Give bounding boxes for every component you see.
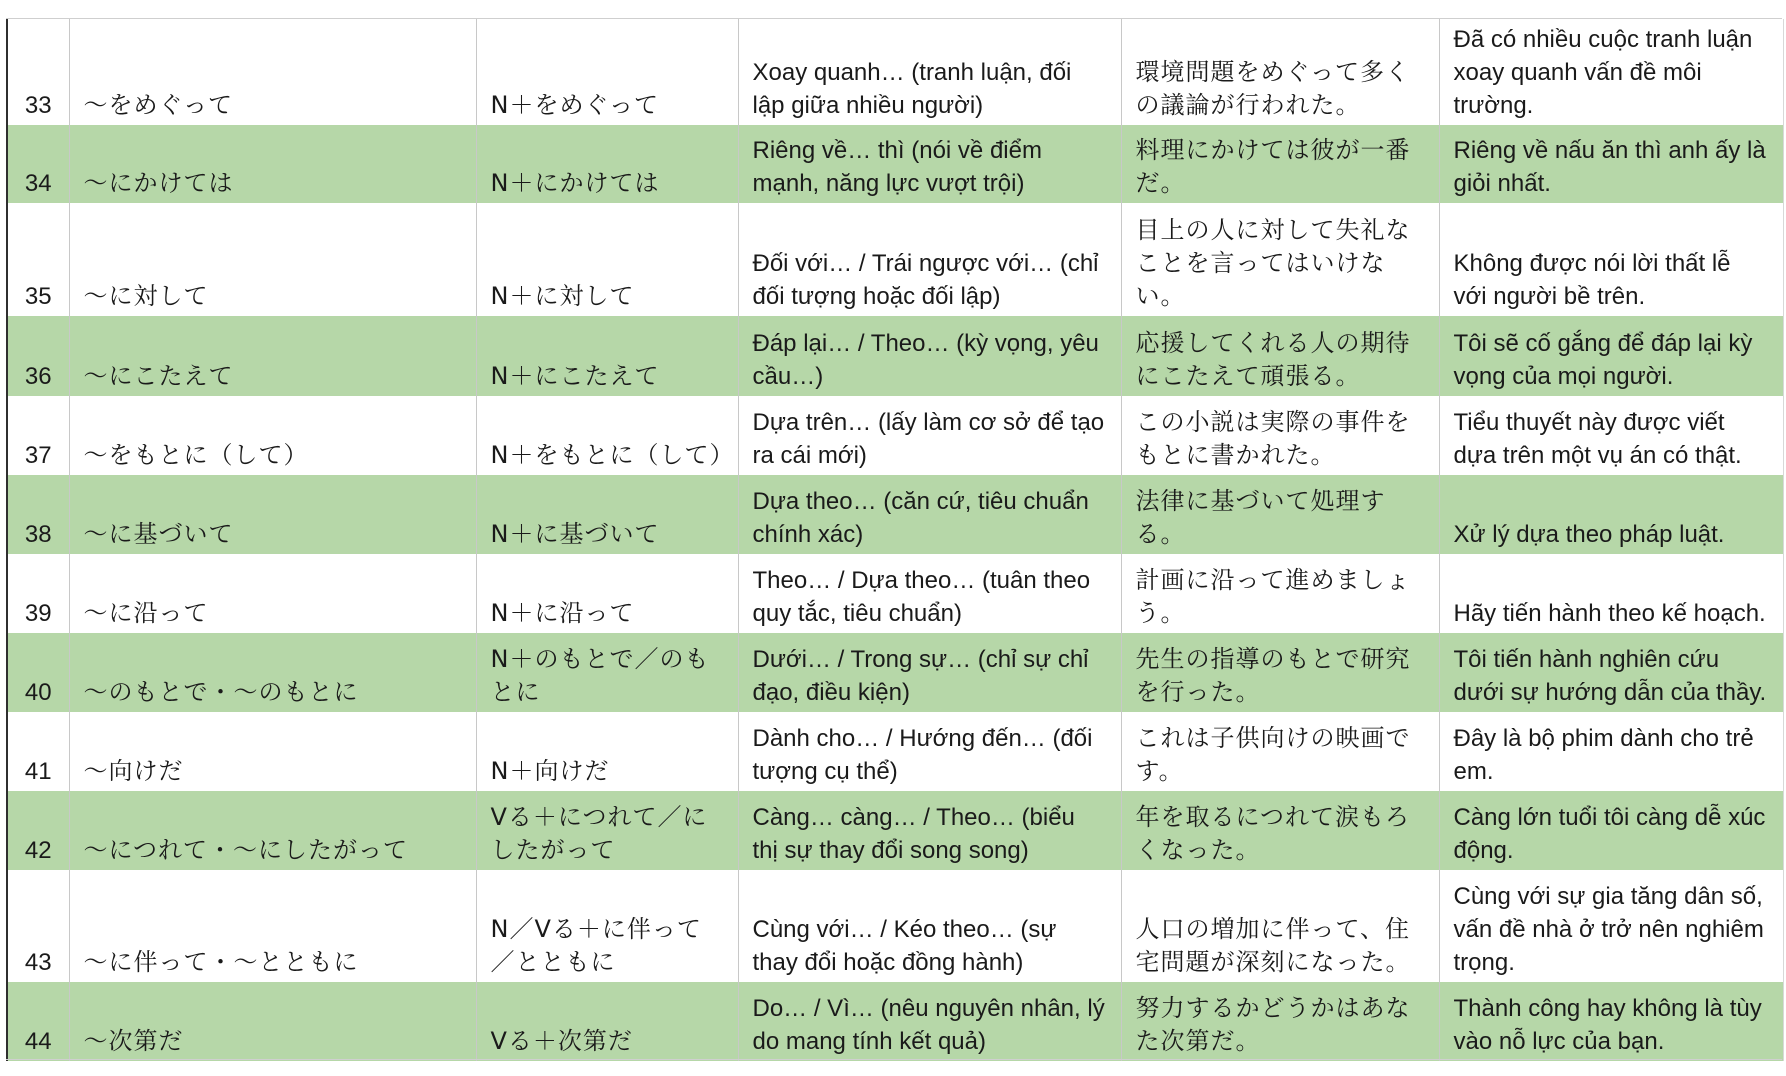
grammar-pattern: 〜をもとに（して）	[69, 396, 476, 475]
table-row	[7, 791, 1783, 870]
example-japanese: この小説は実際の事件をもとに書かれた。	[1121, 396, 1439, 475]
grammar-meaning: Dành cho… / Hướng đến… (đối tượng cụ thể)	[738, 712, 1121, 791]
example-vietnamese: Thành công hay không là tùy vào nỗ lực của bạn.	[1439, 982, 1783, 1061]
table-bottom-border	[6, 1059, 1782, 1060]
table-row	[7, 554, 1783, 633]
row-number: 37	[7, 396, 69, 475]
grammar-meaning: Dựa trên… (lấy làm cơ sở để tạo ra cái mới)	[738, 396, 1121, 475]
example-japanese: 計画に沿って進めましょう。	[1121, 554, 1439, 633]
row-number: 38	[7, 475, 69, 554]
row-number: 39	[7, 554, 69, 633]
row-number: 42	[7, 791, 69, 870]
grammar-form: N＋をめぐって	[476, 19, 738, 125]
grammar-pattern: 〜に基づいて	[69, 475, 476, 554]
grammar-pattern: 〜に沿って	[69, 554, 476, 633]
table-row	[7, 396, 1783, 475]
grammar-pattern: 〜につれて・〜にしたがって	[69, 791, 476, 870]
grammar-meaning: Xoay quanh… (tranh luận, đối lập giữa nhiều người)	[738, 19, 1121, 125]
row-number: 34	[7, 125, 69, 203]
grammar-meaning: Càng… càng… / Theo… (biểu thị sự thay đổi song song)	[738, 791, 1121, 870]
grammar-form: N＋をもとに（して）	[476, 396, 738, 475]
table-row	[7, 870, 1783, 982]
grammar-pattern: 〜向けだ	[69, 712, 476, 791]
row-number: 44	[7, 982, 69, 1061]
example-japanese: 人口の増加に伴って、住宅問題が深刻になった。	[1121, 870, 1439, 982]
example-japanese: 先生の指導のもとで研究を行った。	[1121, 633, 1439, 712]
example-vietnamese: Tiểu thuyết này được viết dựa trên một vụ án có thật.	[1439, 396, 1783, 475]
grammar-meaning: Dựa theo… (căn cứ, tiêu chuẩn chính xác)	[738, 475, 1121, 554]
example-japanese: 目上の人に対して失礼なことを言ってはいけない。	[1121, 203, 1439, 316]
table-row	[7, 633, 1783, 712]
row-number: 40	[7, 633, 69, 712]
grammar-meaning: Do… / Vì… (nêu nguyên nhân, lý do mang tính kết quả)	[738, 982, 1121, 1061]
row-number: 33	[7, 19, 69, 125]
grammar-pattern: 〜に対して	[69, 203, 476, 316]
example-vietnamese: Đã có nhiều cuộc tranh luận xoay quanh vấn đề môi trường.	[1439, 19, 1783, 125]
example-japanese: 応援してくれる人の期待にこたえて頑張る。	[1121, 316, 1439, 396]
grammar-pattern: 〜にこたえて	[69, 316, 476, 396]
grammar-meaning: Cùng với… / Kéo theo… (sự thay đổi hoặc đồng hành)	[738, 870, 1121, 982]
row-number: 41	[7, 712, 69, 791]
table-row	[7, 316, 1783, 396]
table-row	[7, 125, 1783, 203]
example-vietnamese: Cùng với sự gia tăng dân số, vấn đề nhà ở trở nên nghiêm trọng.	[1439, 870, 1783, 982]
example-japanese: これは子供向けの映画です。	[1121, 712, 1439, 791]
grammar-form: N＋のもとで／のもとに	[476, 633, 738, 712]
grammar-form: N＋にこたえて	[476, 316, 738, 396]
grammar-form: N＋に対して	[476, 203, 738, 316]
row-number: 43	[7, 870, 69, 982]
example-vietnamese: Tôi tiến hành nghiên cứu dưới sự hướng dẫn của thầy.	[1439, 633, 1783, 712]
example-vietnamese: Hãy tiến hành theo kế hoạch.	[1439, 554, 1783, 633]
grammar-table-sheet	[6, 18, 1782, 1061]
grammar-form: Vる＋につれて／にしたがって	[476, 791, 738, 870]
grammar-form: N＋に沿って	[476, 554, 738, 633]
table-row	[7, 203, 1783, 316]
example-japanese: 法律に基づいて処理する。	[1121, 475, 1439, 554]
row-number: 36	[7, 316, 69, 396]
grammar-meaning: Theo… / Dựa theo… (tuân theo quy tắc, tiêu chuẩn)	[738, 554, 1121, 633]
grammar-form: N＋向けだ	[476, 712, 738, 791]
table-row	[7, 475, 1783, 554]
row-number: 35	[7, 203, 69, 316]
example-japanese: 年を取るにつれて涙もろくなった。	[1121, 791, 1439, 870]
grammar-pattern: 〜に伴って・〜とともに	[69, 870, 476, 982]
grammar-meaning: Riêng về… thì (nói về điểm mạnh, năng lực vượt trội)	[738, 125, 1121, 203]
example-japanese: 努力するかどうかはあなた次第だ。	[1121, 982, 1439, 1061]
table-row	[7, 19, 1783, 125]
grammar-meaning: Đối với… / Trái ngược với… (chỉ đối tượng hoặc đối lập)	[738, 203, 1121, 316]
grammar-form: N＋に基づいて	[476, 475, 738, 554]
example-vietnamese: Tôi sẽ cố gắng để đáp lại kỳ vọng của mọi người.	[1439, 316, 1783, 396]
grammar-meaning: Dưới… / Trong sự… (chỉ sự chỉ đạo, điều kiện)	[738, 633, 1121, 712]
grammar-meaning: Đáp lại… / Theo… (kỳ vọng, yêu cầu…)	[738, 316, 1121, 396]
example-vietnamese: Không được nói lời thất lễ với người bề trên.	[1439, 203, 1783, 316]
example-vietnamese: Đây là bộ phim dành cho trẻ em.	[1439, 712, 1783, 791]
example-vietnamese: Càng lớn tuổi tôi càng dễ xúc động.	[1439, 791, 1783, 870]
table-row	[7, 982, 1783, 1061]
grammar-table	[6, 19, 1784, 1061]
grammar-form: N＋にかけては	[476, 125, 738, 203]
example-japanese: 環境問題をめぐって多くの議論が行われた。	[1121, 19, 1439, 125]
grammar-pattern: 〜次第だ	[69, 982, 476, 1061]
example-vietnamese: Xử lý dựa theo pháp luật.	[1439, 475, 1783, 554]
example-vietnamese: Riêng về nấu ăn thì anh ấy là giỏi nhất.	[1439, 125, 1783, 203]
table-row	[7, 712, 1783, 791]
grammar-pattern: 〜をめぐって	[69, 19, 476, 125]
grammar-form: N／Vる＋に伴って／とともに	[476, 870, 738, 982]
example-japanese: 料理にかけては彼が一番だ。	[1121, 125, 1439, 203]
grammar-form: Vる＋次第だ	[476, 982, 738, 1061]
grammar-pattern: 〜にかけては	[69, 125, 476, 203]
grammar-pattern: 〜のもとで・〜のもとに	[69, 633, 476, 712]
